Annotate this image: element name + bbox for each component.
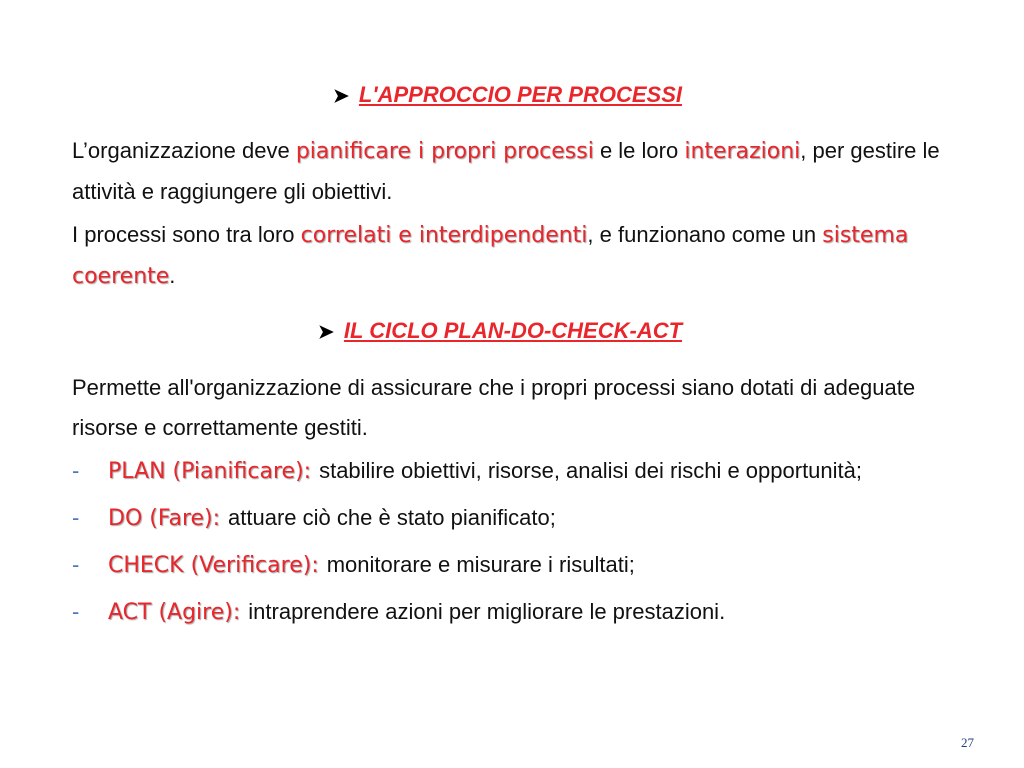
paragraph-intro-pdca: Permette all'organizzazione di assicurare che i propri processi siano dotati di adeguate risorse e correttamente gestiti. <box>72 375 916 440</box>
text-span: . <box>169 263 176 288</box>
highlight-text: interazioni <box>684 139 801 164</box>
paragraph-processi <box>72 215 952 297</box>
dash-bullet: - <box>72 552 80 577</box>
list-item-act <box>72 593 972 631</box>
text-span: L’organizzazione deve <box>72 138 296 163</box>
highlight-text: sistema coerente <box>72 223 909 289</box>
term-description: monitorare e misurare i risultati; <box>326 552 635 577</box>
arrow-right-icon: ➤ <box>333 86 349 107</box>
text-span: e le loro <box>593 138 685 163</box>
text-span: I processi sono tra loro <box>72 222 301 247</box>
list-item-plan <box>72 452 972 490</box>
highlight-text: pianificare i propri processi <box>295 139 594 164</box>
heading-text: IL CICLO PLAN-DO-CHECK-ACT <box>343 318 683 343</box>
text-span: , e funzionano come un <box>587 222 823 247</box>
list-item-check <box>72 546 972 584</box>
highlight-text: correlati e interdipendenti <box>300 223 588 248</box>
dash-bullet: - <box>72 458 80 483</box>
term-description: stabilire obiettivi, risorse, analisi dei rischi e opportunità; <box>319 458 862 483</box>
list-item-do <box>72 499 972 537</box>
term-label: DO (Fare): <box>108 506 221 531</box>
page-number: 27 <box>961 735 974 750</box>
heading-text: L'APPROCCIO PER PROCESSI <box>358 82 682 107</box>
term-label: CHECK (Verificare): <box>108 553 319 578</box>
text-span: , per gestire le attività e raggiungere gli obiettivi. <box>72 138 940 204</box>
term-description: attuare ciò che è stato pianificato; <box>228 505 556 530</box>
term-description: intraprendere azioni per migliorare le prestazioni. <box>248 599 726 624</box>
term-label: ACT (Agire): <box>108 600 241 625</box>
section-heading-approccio <box>333 82 682 108</box>
arrow-right-icon: ➤ <box>318 322 334 343</box>
term-label: PLAN (Pianificare): <box>108 459 312 484</box>
dash-bullet: - <box>72 599 80 624</box>
paragraph-organizzazione <box>72 131 952 212</box>
section-heading-pdca <box>318 318 682 344</box>
dash-bullet: - <box>72 505 80 530</box>
pdca-list <box>72 452 972 640</box>
